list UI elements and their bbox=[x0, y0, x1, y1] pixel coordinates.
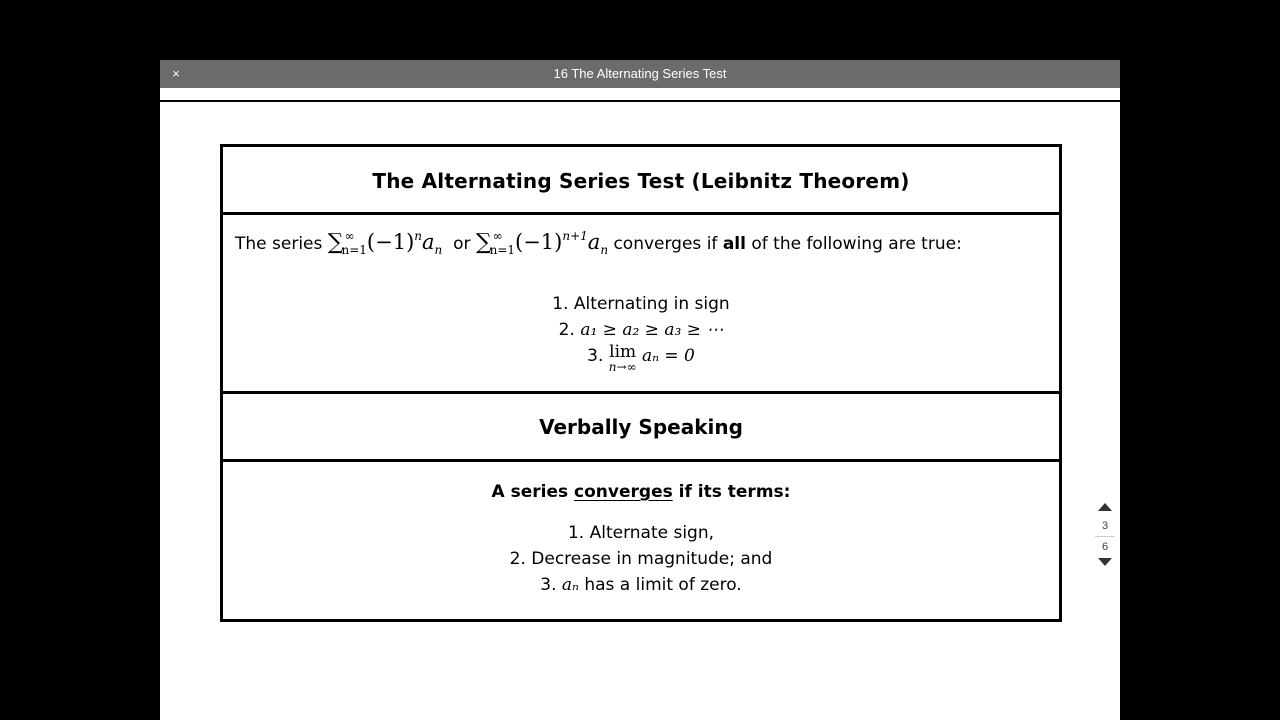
verbal-heading: Verbally Speaking bbox=[539, 415, 743, 439]
page-top-rule bbox=[160, 100, 1120, 102]
verbal-lead: A series converges if its terms: bbox=[491, 482, 791, 502]
page-up-icon[interactable] bbox=[1098, 503, 1112, 511]
statement-suffix: of the following are true: bbox=[751, 234, 962, 254]
slide-table bbox=[220, 144, 1062, 622]
conditions-list bbox=[223, 291, 1059, 374]
theorem-cell bbox=[223, 215, 1059, 391]
series-1: $\sum^\infty_{n=1}(-1)^na_n$ bbox=[327, 229, 443, 257]
verbal-cell bbox=[223, 462, 1059, 619]
statement-prefix: The series bbox=[235, 234, 323, 254]
document-viewer bbox=[160, 60, 1120, 720]
condition-1: 1. Alternating in sign bbox=[552, 294, 730, 314]
theorem-statement bbox=[235, 229, 1055, 257]
verbal-heading-cell bbox=[223, 394, 1059, 459]
page-navigator bbox=[1095, 503, 1115, 566]
connector: or bbox=[453, 234, 471, 254]
total-pages: 6 bbox=[1101, 541, 1109, 553]
verbal-item-2: 2. Decrease in magnitude; and bbox=[509, 549, 773, 569]
page-divider bbox=[1095, 536, 1115, 537]
current-page: 3 bbox=[1101, 520, 1109, 532]
slide-title: The Alternating Series Test (Leibnitz Theorem) bbox=[372, 169, 910, 193]
title-cell bbox=[223, 147, 1059, 212]
limit-operator: lim n→∞ bbox=[608, 342, 637, 374]
verbal-item-3: 3. aₙ has a limit of zero. bbox=[540, 575, 742, 595]
verbal-item-1: 1. Alternate sign, bbox=[567, 523, 715, 543]
close-icon[interactable]: × bbox=[172, 66, 180, 81]
condition-2: 2. a₁ ≥ a₂ ≥ a₃ ≥ ⋯ bbox=[558, 320, 724, 340]
series-2: $\sum^\infty_{n=1}(-1)^{n+1}a_n$ bbox=[475, 229, 609, 257]
title-bar bbox=[160, 60, 1120, 88]
page-down-icon[interactable] bbox=[1098, 558, 1112, 566]
statement-emphasis: all bbox=[722, 234, 746, 254]
verbal-summary bbox=[223, 482, 1059, 598]
document-title: 16 The Alternating Series Test bbox=[553, 66, 727, 81]
statement-middle: converges if bbox=[613, 234, 718, 254]
condition-3: 3. lim n→∞ aₙ = 0 bbox=[587, 342, 695, 374]
